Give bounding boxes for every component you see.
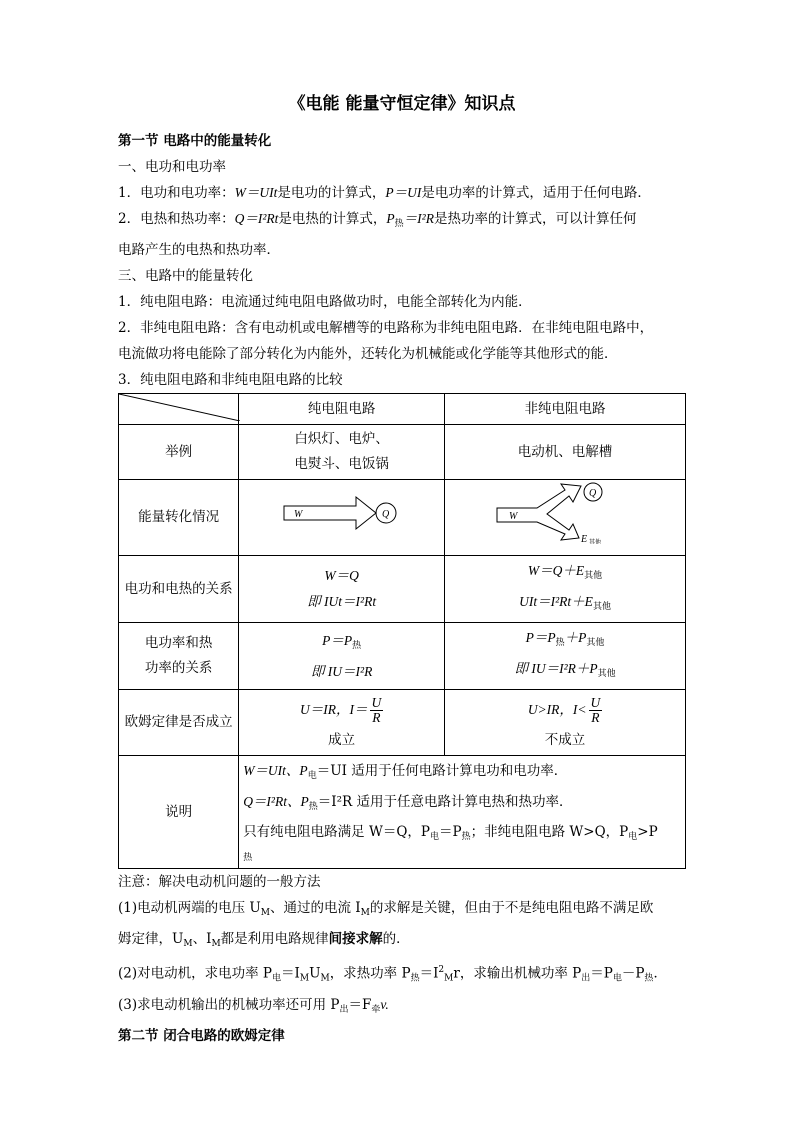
fraction: [370, 696, 384, 725]
subscript: 电: [307, 771, 317, 781]
formula-heat-power: P: [386, 211, 395, 226]
formula: UIt＝I²Rt＋E: [519, 594, 593, 609]
item-heat-power: [118, 206, 686, 237]
subscript: 热: [394, 219, 404, 229]
table-row-ohm: [119, 690, 686, 756]
note-text: ＝UI 适用于任何电路计算电功和电功率．: [316, 763, 568, 779]
item-heat-power-cont: 电路产生的电热和热功率．: [118, 242, 280, 258]
item-text: 是电热的计算式，: [278, 211, 387, 227]
formula-work: W＝UIt: [234, 185, 278, 200]
document-page: [118, 92, 686, 1049]
formula: W＝Q＋E: [527, 563, 585, 578]
formula: P＝P: [525, 630, 556, 645]
cell-power-nonpure: [445, 623, 686, 690]
subheading-work-power: 一、电功和电功率: [118, 159, 226, 175]
note-text: 、I: [192, 931, 212, 947]
note-text: v.: [380, 996, 389, 1012]
energy-arrow-nonpure-diagram: [495, 482, 635, 544]
formula: 即 IU＝I²R: [310, 663, 373, 679]
subscript: 电: [628, 832, 638, 842]
formula: ＋P: [564, 630, 587, 645]
subheading-energy-conversion: 三、电路中的能量转化: [118, 268, 253, 284]
note-text: U: [309, 965, 321, 982]
subscript: 其他: [586, 638, 605, 648]
label-e-subscript: 其他: [589, 540, 602, 544]
cell-example-nonpure: 电动机、电解槽: [445, 425, 686, 480]
formula: W＝UIt、P: [243, 763, 308, 778]
ohm-result-nonpure: 不成立: [544, 732, 586, 748]
numerator: U: [590, 695, 601, 710]
energy-arrow-pure-diagram: [282, 493, 402, 533]
subscript: 热: [644, 973, 654, 984]
cell-line: 电熨斗、电饭锅: [294, 456, 389, 472]
note-text: －P: [621, 965, 645, 982]
item-comparison-title: 3．纯电阻电路和非纯电阻电路的比较: [118, 372, 343, 388]
note-text: r，求输出机械功率 P: [453, 965, 582, 982]
cell-work-nonpure: [445, 556, 686, 623]
label-q: Q: [381, 509, 389, 520]
formula: W＝Q: [324, 568, 359, 583]
item-prefix: 1．电功和电功率：: [118, 185, 235, 201]
formula-heat-power-rhs: ＝I²R: [403, 211, 434, 226]
subscript: 热: [410, 973, 420, 984]
subscript: 牵: [371, 1004, 381, 1015]
label-e: E: [581, 534, 588, 544]
note-text: 、通过的电流 I: [270, 900, 361, 916]
subscript: M: [320, 973, 330, 984]
col-header-pure: 纯电阻电路: [239, 394, 445, 425]
table-row-example: [119, 425, 686, 480]
subscript: 其他: [592, 602, 611, 612]
row-label-power: [119, 623, 239, 690]
subscript: M: [444, 973, 454, 984]
item-text: 是电功的计算式，: [277, 185, 386, 201]
subscript: M: [211, 939, 221, 949]
note-text: ．: [653, 965, 667, 982]
subscript: 出: [581, 973, 591, 984]
note-1: [118, 895, 686, 926]
section2-heading: 第二节 闭合电路的欧姆定律: [118, 1027, 285, 1044]
cell-work-pure: [239, 556, 445, 623]
subscript: M: [183, 939, 193, 949]
subscript: M: [299, 973, 310, 984]
comparison-table: [118, 393, 686, 869]
subscript: 电: [430, 832, 440, 842]
formula: Q＝I²Rt、P: [243, 794, 309, 809]
ohm-result-pure: 成立: [328, 732, 356, 748]
table-header-row: [119, 394, 686, 425]
emphasis-text: 间接求解: [328, 931, 383, 947]
formula: 即 IU＝I²R＋P: [514, 661, 598, 676]
note-text: 的求解是关键，但由于不是纯电阻电路不满足欧: [369, 900, 654, 916]
item-nonpure-resistor-cont: 电流做功将电能除了部分转化为内能外，还转化为机械能或化学能等其他形式的能．: [118, 346, 618, 362]
subscript: 其他: [597, 669, 616, 679]
note-text: ＝I: [281, 965, 300, 982]
formula: U＝IR，I＝: [300, 702, 368, 717]
subscript: 热: [461, 832, 471, 842]
cell-power-pure: [239, 623, 445, 690]
note-text: (2)对电动机，求电功率 P: [118, 965, 272, 982]
diagonal-header-cell: [119, 394, 239, 425]
note-text: ＝F: [348, 996, 372, 1013]
cell-example-pure: [239, 425, 445, 480]
note-text: ，求热功率 P: [329, 965, 411, 982]
note-1-cont: [118, 926, 686, 957]
row-label-note: 说明: [119, 756, 239, 869]
item-work-power: [118, 180, 686, 206]
superscript: 2: [438, 965, 445, 975]
note-text: 的．: [382, 931, 410, 947]
note-text: 只有纯电阻电路满足 W＝Q，P: [243, 824, 431, 840]
denominator: R: [591, 710, 600, 725]
item-prefix: 2．电热和热功率：: [118, 211, 235, 227]
note-text: 姆定律，U: [118, 931, 184, 947]
note-text: ＝P: [590, 965, 613, 982]
table-row-note: [119, 756, 686, 869]
note-text: >P: [637, 824, 658, 840]
col-header-nonpure: 非纯电阻电路: [445, 394, 686, 425]
formula-heat: Q＝I²Rt: [234, 211, 279, 226]
subscript: 热: [308, 802, 318, 812]
note-text: (3)求电动机输出的机械功率还可用 P: [118, 996, 340, 1013]
item-text: 是电功率的计算式，适用于任何电路．: [421, 185, 651, 201]
cell-ohm-nonpure: [445, 690, 686, 756]
row-label-ohm: 欧姆定律是否成立: [119, 690, 239, 756]
note-2: [118, 957, 686, 992]
label-q: Q: [589, 488, 597, 499]
numerator: U: [371, 695, 382, 710]
page-title: 《电能 能量守恒定律》知识点: [288, 94, 516, 114]
item-text: 是热功率的计算式，可以计算任何: [433, 211, 637, 227]
row-label-work-heat: 电功和电热的关系: [119, 556, 239, 623]
row-label-energy: 能量转化情况: [119, 480, 239, 556]
cell-note: [239, 756, 686, 869]
cell-energy-nonpure: [445, 480, 686, 556]
cell-line: 电功率和热: [144, 635, 213, 651]
item-nonpure-resistor: 2．非纯电阻电路：含有电动机或电解槽等的电路称为非纯电阻电路．在非纯电阻电路中，: [118, 320, 654, 336]
table-row-work-heat: [119, 556, 686, 623]
note-text: 都是利用电路规律: [220, 931, 329, 947]
diagonal-line: [119, 394, 240, 421]
note-text: ＝I: [419, 965, 439, 982]
section1-heading: 第一节 电路中的能量转化: [118, 133, 272, 149]
denominator: R: [372, 710, 381, 725]
notes-heading: 注意：解决电动机问题的一般方法: [118, 874, 321, 890]
subscript: 热: [555, 638, 565, 648]
fraction: [589, 696, 603, 725]
subscript: 电: [612, 973, 622, 984]
subscript: 其他: [584, 571, 603, 581]
subscript: 热: [352, 640, 362, 651]
cell-line: 白炽灯、电炉、: [294, 431, 389, 447]
subscript: M: [260, 908, 271, 918]
label-w: W: [293, 509, 302, 520]
table-row-power: [119, 623, 686, 690]
note-text: ＝P: [439, 824, 462, 840]
subscript: 出: [339, 1004, 349, 1015]
formula-power: P＝UI: [385, 185, 422, 200]
table-row-energy: [119, 480, 686, 556]
note-text-wrap: 热: [243, 853, 253, 863]
cell-ohm-pure: [239, 690, 445, 756]
note-text: (1)电动机两端的电压 U: [118, 900, 261, 916]
item-pure-resistor: 1．纯电阻电路：电流通过纯电阻电路做功时，电能全部转化为内能．: [118, 294, 532, 310]
subscript: 电: [272, 973, 282, 984]
cell-line: 功率的关系: [144, 660, 213, 676]
note-text: ；非纯电阻电路 W>Q，P: [470, 824, 629, 840]
formula: U>IR，I<: [527, 702, 587, 717]
note-text: ＝I²R 适用于任意电路计算电热和热功率．: [317, 794, 573, 810]
row-label-example: 举例: [119, 425, 239, 480]
cell-energy-pure: [239, 480, 445, 556]
formula: P＝P: [322, 632, 353, 648]
formula: 即 IUt＝I²Rt: [307, 594, 377, 609]
note-3: [118, 992, 686, 1023]
subscript: M: [360, 908, 370, 918]
label-w: W: [509, 511, 518, 522]
